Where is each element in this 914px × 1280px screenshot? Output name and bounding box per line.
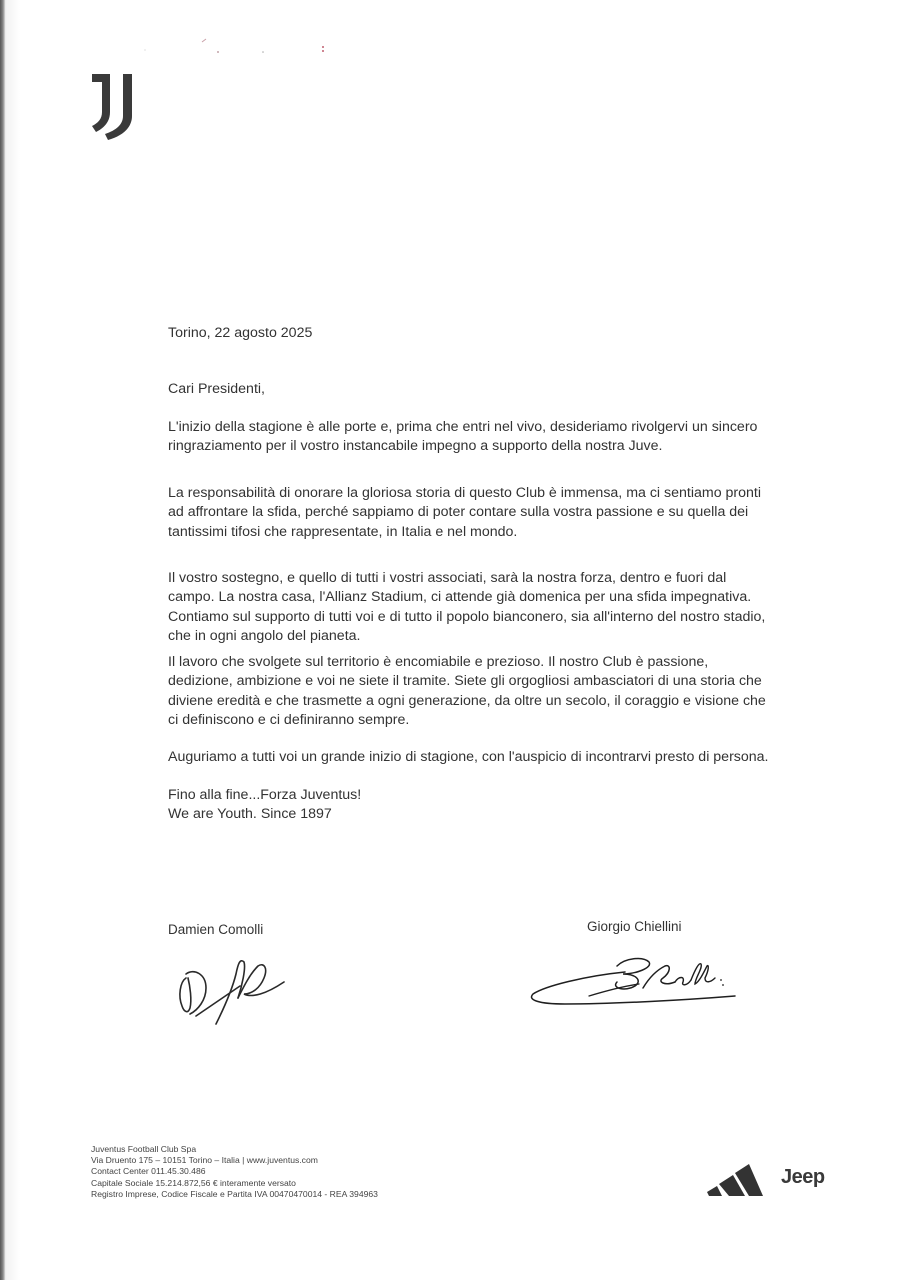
paragraph-line: ringraziamento per il vostro instancabile impegno a supporto della nostra Juve. bbox=[168, 438, 663, 455]
paragraph-line: dedizione, ambizione e voi ne siete il tramite. Siete gli orgogliosi ambasciatori di una storia che bbox=[168, 673, 762, 690]
scan-shadow bbox=[6, 0, 20, 1280]
paragraph-line: Auguriamo a tutti voi un grande inizio di stagione, con l'auspicio di incontrarvi presto di persona. bbox=[168, 749, 769, 765]
paragraph-line: Il lavoro che svolgete sul territorio è encomiabile e prezioso. Il nostro Club è passione, bbox=[168, 654, 709, 670]
signatory-name-left: Damien Comolli bbox=[168, 922, 264, 937]
footer-contact: Contact Center 011.45.30.486 bbox=[91, 1166, 206, 1177]
paragraph-line: tantissimi tifosi che rappresentate, in Italia e nel mondo. bbox=[168, 523, 518, 540]
juventus-logo-icon bbox=[90, 72, 138, 142]
paragraph-line: che in ogni angolo del pianeta. bbox=[168, 627, 361, 644]
signatory-name-right: Giorgio Chiellini bbox=[587, 919, 682, 934]
paragraph-5 bbox=[168, 748, 788, 767]
paragraph-line: Il vostro sostegno, e quello di tutti i vostri associati, sarà la nostra forza, dentro e fuori dal bbox=[168, 570, 727, 586]
paragraph-line: ci definiscono e ci definiranno sempre. bbox=[168, 711, 410, 728]
paragraph-line: diviene eredità e che trasmette a ogni generazione, da oltre un secolo, il coraggio e visione che bbox=[168, 692, 766, 709]
scan-specks bbox=[140, 30, 340, 60]
sponsor-logos bbox=[705, 1162, 845, 1202]
paragraph-line: ad affrontare la sfida, perché sappiamo di poter contare sulla vostra passione e su quella dei bbox=[168, 504, 749, 521]
letter-date: Torino, 22 agosto 2025 bbox=[168, 325, 313, 341]
signature-chiellini-icon bbox=[525, 952, 755, 1012]
paragraph-2 bbox=[168, 484, 788, 542]
footer-address: Via Druento 175 – 10151 Torino – Italia | www.juventus.com bbox=[91, 1155, 318, 1166]
paragraph-line: La responsabilità di onorare la gloriosa storia di questo Club è immensa, ma ci sentiamo pronti bbox=[168, 485, 762, 501]
paragraph-4 bbox=[168, 653, 788, 730]
paragraph-line: campo. La nostra casa, l'Allianz Stadium, ci attende già domenica per una sfida impegnativa. bbox=[168, 589, 752, 606]
letter-greeting: Cari Presidenti, bbox=[168, 381, 265, 397]
footer-company-name: Juventus Football Club Spa bbox=[91, 1144, 197, 1154]
closing-line: Fino alla fine...Forza Juventus! bbox=[168, 787, 362, 803]
closing-line: We are Youth. Since 1897 bbox=[168, 806, 332, 823]
paragraph-1 bbox=[168, 418, 788, 457]
footer-registry: Registro Imprese, Codice Fiscale e Partita IVA 00470470014 - REA 394963 bbox=[91, 1188, 378, 1199]
paragraph-3 bbox=[168, 569, 788, 646]
jeep-logo: Jeep bbox=[781, 1166, 825, 1188]
signature-comolli-icon bbox=[172, 952, 292, 1040]
letter-closing bbox=[168, 786, 788, 825]
company-footer bbox=[91, 1144, 378, 1200]
paragraph-line: Contiamo sul supporto di tutti voi e di tutto il popolo bianconero, sia all'interno del nostro stadio, bbox=[168, 608, 766, 625]
paragraph-line: L'inizio della stagione è alle porte e, prima che entri nel vivo, desideriamo rivolgervi un sincero bbox=[168, 419, 758, 435]
adidas-logo-icon bbox=[705, 1162, 763, 1198]
footer-capital: Capitale Sociale 15.214.872,56 € interamente versato bbox=[91, 1177, 296, 1188]
